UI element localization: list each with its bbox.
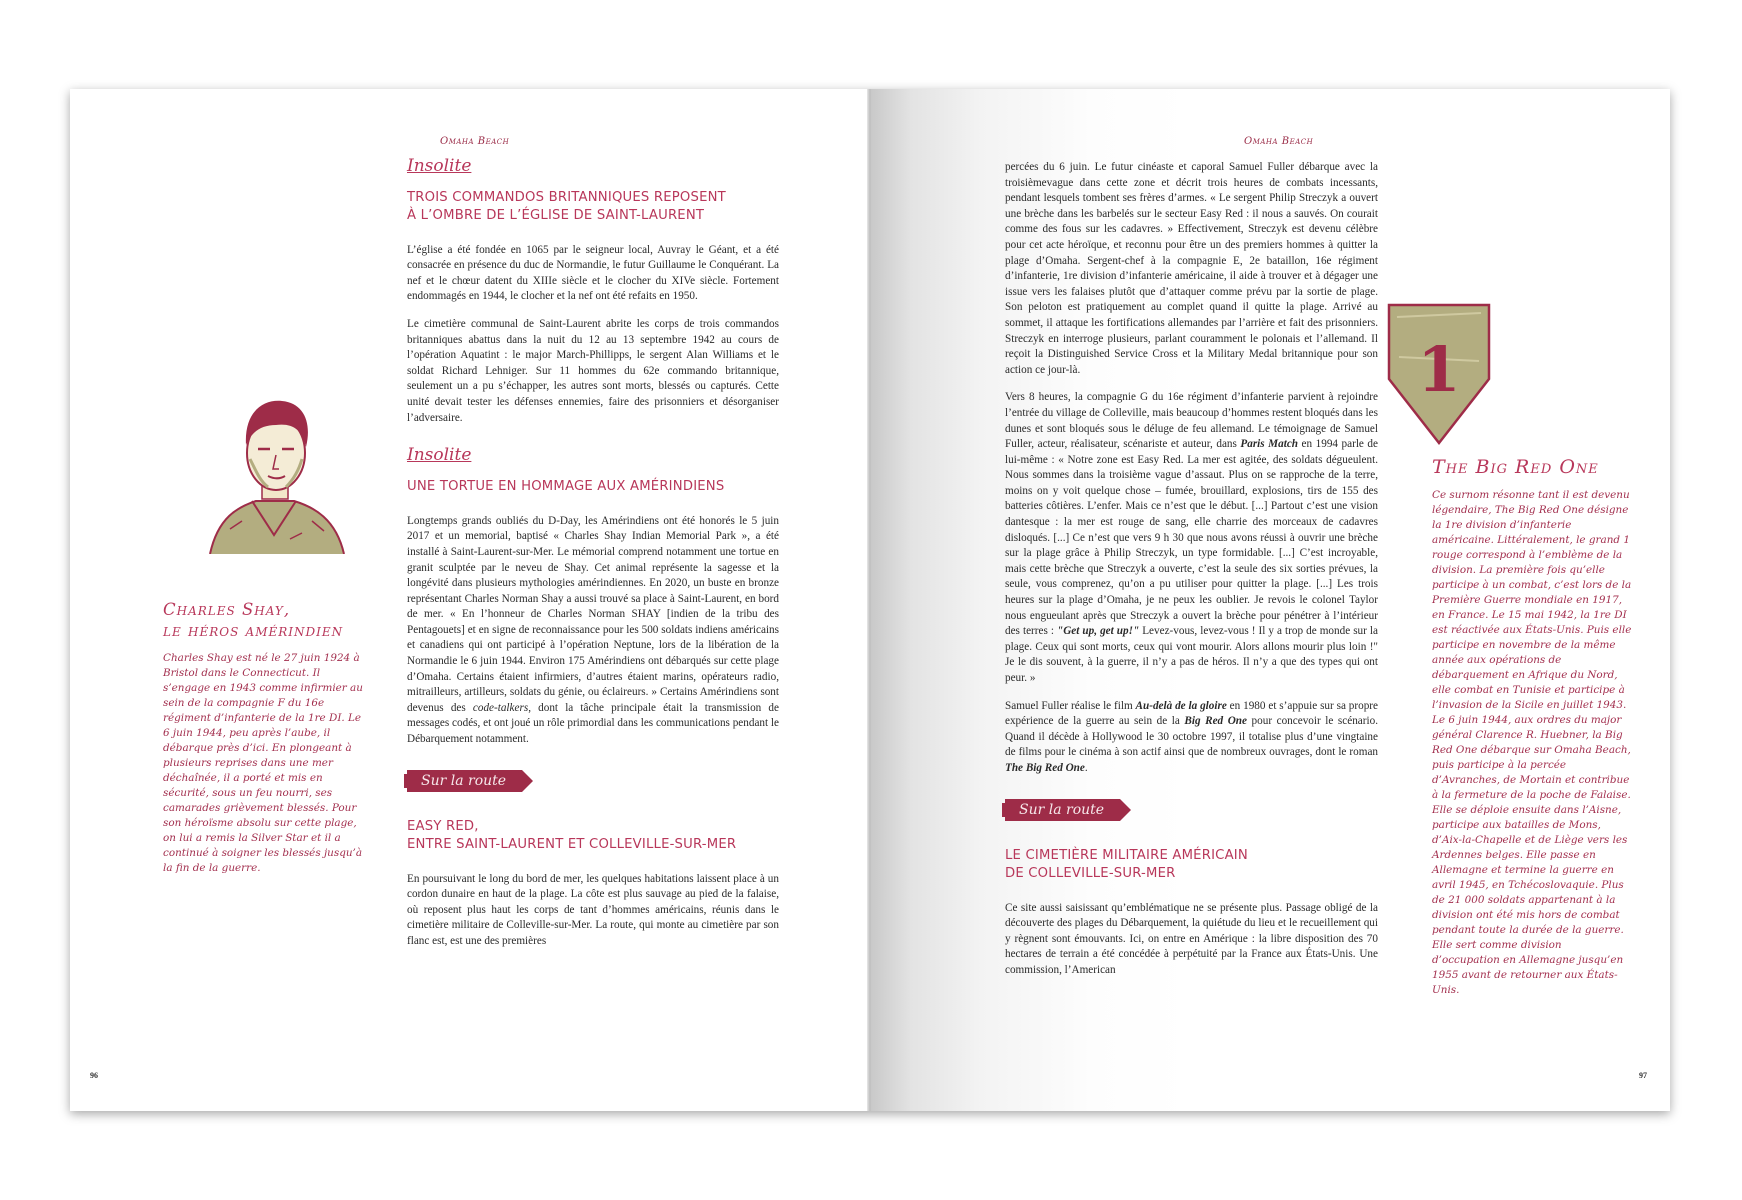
paragraph: L’église a été fondée en 1065 par le seigneur local, Auvray le Géant, et a été consacrée en présence du duc de Normandie, le futur Guillaume le Conquérant. La nef et le chœur datent du XIIIe siècle et le clocher du XIVe siècle. Fortement endommagés en 1944, le clocher et la nef ont été refaits en 1950. bbox=[407, 243, 779, 303]
running-head-left: Omaha Beach bbox=[440, 136, 510, 147]
book-spread bbox=[70, 89, 1670, 1111]
insolite-tag: Insolite bbox=[407, 156, 472, 176]
left-main-column bbox=[407, 156, 779, 962]
big-red-one-badge-icon bbox=[1383, 297, 1495, 447]
page-number-left: 96 bbox=[90, 1071, 98, 1080]
right-page bbox=[871, 89, 1670, 1111]
paragraph: Longtemps grands oubliés du D-Day, les Amérindiens ont été honorés le 5 juin 2017 et un memorial, baptisé « Charles Shay Indian Memorial Park », a été installé à Saint-Laurent-sur-Mer. Le mémorial comprend notamment une tortue en granit sculptée par le neveu de Shay. Cet animal représente la sagesse et la longévité dans plusieurs mythologies amérindiennes. En 2020, un buste en bronze représentant Charles Norman Shay a aussi trouvé sa place à Saint-Laurent, en bord de mer. « En l’honneur de Charles Norman SHAY [indien de la tribu des Pentagouets] et en signe de reconnaissance pour les 500 soldats indiens américains et canadiens qui ont participé à l’opération Neptune, lors de la libération de la Normandie le 6 juin 1944. Environ 175 Amérindiens ont débarqués sur cette plage d’Omaha. Certains étaient infirmiers, d’autres étaient marins, opérateurs radio, mitrailleurs, artilleurs, soldats du génie, ou éclaireurs. » Certains Amérindiens sont devenus des code-talkers, dont la tâche principale était la transmission de messages codés, et ont joué un rôle primordial dans les communications pendant le Débarquement notamment. bbox=[407, 514, 779, 746]
sur-la-route-banner: Sur la route bbox=[1005, 799, 1120, 821]
sidebar-body: Ce surnom résonne tant il est devenu légendaire, The Big Red One désigne la 1re division d’infanterie américaine. Littéralement, le grand 1 rouge correspond à l’emblème de la division. La première fois qu’elle participe à un combat, c’est lors de la Première Guerre mondiale en 1917, en France. Le 15 mai 1942, la 1re DI est réactivée aux États-Unis. Puis elle participe en novembre de la même année aux opérations de débarquement en Afrique du Nord, elle combat en Tunisie et participe à l’invasion de la Sicile en juillet 1943. Le 6 juin 1944, aux ordres du major général Clarence R. Huebner, la Big Red One débarque sur Omaha Beach, puis participe à la percée d’Avranches, de Mortain et contribue à la fermeture de la poche de Falaise. Elle se déploie ensuite dans l’Aisne, participe aux batailles de Mons, d’Aix-la-Chapelle et de Liège vers les Ardennes belges. Elle passe en Allemagne et termine la guerre en avril 1945, en Tchécoslovaquie. Plus de 21 000 soldats appartenant à la division ont été mis hors de combat pendant toute la durée de la guerre. Elle sert comme division d’occupation en Allemagne jusqu’en 1955 avant de retourner aux États-Unis. bbox=[1432, 489, 1632, 996]
badge-number: 1 bbox=[1417, 333, 1461, 406]
big-red-one-sidebar bbox=[1432, 457, 1632, 998]
paragraph: En poursuivant le long du bord de mer, les quelques habitations laissent place à un cordon dunaire en haut de la plage. La côte est plus sauvage au pied de la falaise, où reposent plus haut les corps de tant d’hommes américains, réunis dans le cimetière militaire de Colleville-sur-Mer. La route, qui monte au cimetière par son flanc est, est une des premières bbox=[407, 872, 779, 947]
section-heading: LE CIMETIÈRE MILITAIRE AMÉRICAIN DE COLLEVILLE-SUR-MER bbox=[1005, 847, 1248, 881]
section-heading: TROIS COMMANDOS BRITANNIQUES REPOSENT À L’OMBRE DE L’ÉGLISE DE SAINT-LAURENT bbox=[407, 189, 726, 223]
section-heading: UNE TORTUE EN HOMMAGE AUX AMÉRINDIENS bbox=[407, 478, 725, 494]
sidebar-title: The Big Red One bbox=[1432, 456, 1599, 478]
paragraph: Ce site aussi saisissant qu’emblématique ne se présente plus. Passage obligé de la découverte des plages du Débarquement, la quiétude du lieu et le recueillement qui y règnent sont émouvants. Ici, on entre en Amérique : la libre disposition des 70 hectares de terrain a été concédée à perpétuité par la France aux États-Unis. Une commission, l’American bbox=[1005, 901, 1378, 976]
sidebar-title: Charles Shay, le héros amérindien bbox=[163, 600, 344, 640]
section-heading: EASY RED, ENTRE SAINT-LAURENT ET COLLEVILLE-SUR-MER bbox=[407, 818, 737, 852]
page-number-right: 97 bbox=[1639, 1071, 1647, 1080]
paragraph: Vers 8 heures, la compagnie G du 16e régiment d’infanterie parvient à rejoindre l’entrée du village de Colleville, mais beaucoup d’hommes restent bloqués dans les dunes et sont bloqués sous le déluge de feu allemand. Le témoignage de Samuel Fuller, acteur, réalisateur, scénariste et auteur, dans Paris Match en 1994 parle de lui-même : « Notre zone est Easy Red. La mer est agitée, des soldats dégueulent. Nous sommes dans la troisième vague d’assaut. Plus on se rapproche de la terre, moins on y voit quelque chose – fumée, brouillard, explosions, tirs de 155 des batteries côtières. L’enfer. Mais ce n’est que le début. [...] Partout c’est une vision dantesque : la mer est rouge de sang, elle charrie des morceaux de cadavres disloqués. [...] Ce n’est que vers 9 h 30 que nous avons réussi à ouvrir une brèche sur la plage grâce à Philip Streczyk, un type formidable. [...] C’est incroyable, mais cette brèche que Streczyk a ouverte, c’est la seule des six sorties prévues, la seule, vous comprenez, qu’on a pu utiliser pour quitter la plage. [...] Les trois heures sur la plage d’Omaha, je ne peux les oublier. Je revois le colonel Taylor nous engueulant après que Streczyk a ouvert la brèche pour pénétrer à l’intérieur des terres : "Get up, get up!" Levez-vous, levez-vous ! Il y a trop de monde sur la plage. Ceux qui sont morts, ceux qui vont mourir. Alors allons mourir plus loin !" Je le dis souvent, à la guerre, il n’y a pas de héros. Il n’y a que des types qui ont peur. » bbox=[1005, 391, 1378, 684]
sur-la-route-banner: Sur la route bbox=[407, 770, 522, 792]
paragraph: Le cimetière communal de Saint-Laurent abrite les corps de trois commandos britanniques abattus dans la nuit du 12 au 13 septembre 1942 au cours de l’opération Aquatint : le major March-Phillipps, le sergent Alan Williams et le soldat Richard Lehniger. Sur 11 hommes du 62e commando britannique, seulement un a pu s’échapper, les autres sont morts, blessés ou capturés. Cette unité devait tester les défenses ennemies, faire des prisonniers et désorganiser l’adversaire. bbox=[407, 317, 779, 424]
charles-shay-sidebar bbox=[163, 599, 363, 876]
paragraph: Samuel Fuller réalise le film Au-delà de la gloire en 1980 et s’appuie sur sa propre expérience de la guerre au sein de la Big Red One pour concevoir le scénario. Quand il décède à Hollywood le 30 octobre 1997, il totalise plus d’une vingtaine de films pour le cinéma à son actif ainsi que de nombreux ouvrages, dont le roman The Big Red One. bbox=[1005, 699, 1379, 774]
right-main-column bbox=[1005, 160, 1378, 991]
charles-shay-portrait bbox=[190, 389, 360, 554]
left-page bbox=[70, 89, 871, 1111]
sidebar-body: Charles Shay est né le 27 juin 1924 à Bristol dans le Connecticut. Il s’engage en 1943 comme infirmier au sein de la compagnie F du 16e régiment d’infanterie de la 1re DI. Le 6 juin 1944, peu après l’aube, il débarque près d’ici. En plongeant à plusieurs reprises dans une mer déchaînée, il a porté et mis en sécurité, sous un feu nourri, ses camarades grièvement blessés. Pour son héroïsme absolu sur cette plage, on lui a remis la Silver Star et il a continué à soigner les blessés jusqu’à la fin de la guerre. bbox=[163, 652, 363, 874]
running-head-right: Omaha Beach bbox=[1244, 136, 1314, 147]
insolite-tag: Insolite bbox=[407, 445, 472, 466]
paragraph: percées du 6 juin. Le futur cinéaste et caporal Samuel Fuller débarque avec la troisièmevague dans cette zone et décrit trois heures de combats incessants, pendant lesquels tombent ses frères d’armes. « Le sergent Philip Streczyk a ouvert une brèche dans les barbelés sur le secteur Easy Red : il nous a sauvés. On courait comme des fous sur les cadavres. » Effectivement, Streczyk est devenu célèbre pour cet acte héroïque, et reconnu pour être un des premiers hommes à quitter la plage d’Omaha. Sergent-chef à la compagnie E, 2e bataillon, 16e régiment d’infanterie, 1re division d’infanterie américaine, il aide à trouver et à dégager une issue vers les falaises plutôt que d’attaquer comme prévu par la sortie de plage. Son peloton est pratiquement au complet quand il quitte la plage. Arrivé au sommet, il attaque les fortifications allemandes par l’arrière et fait des prisonniers. Streczyk en interroge plusieurs, parlant couramment le polonais et l’allemand. Il reçoit la Distinguished Service Cross et la Military Medal britannique pour son action ce jour-là. bbox=[1005, 161, 1378, 376]
